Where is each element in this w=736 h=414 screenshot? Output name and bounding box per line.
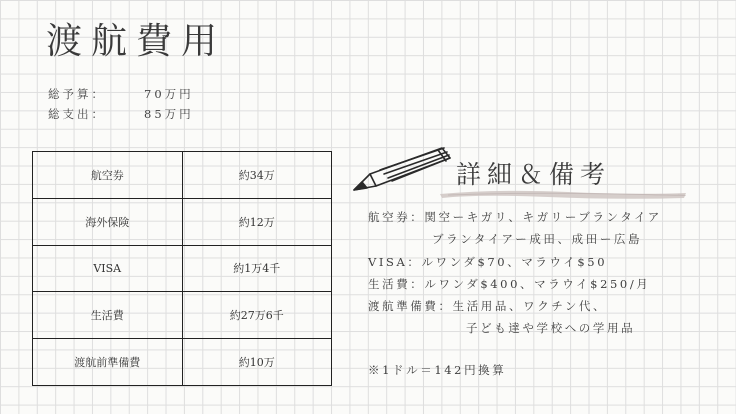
table-row <box>33 152 332 199</box>
cost-amount-cell: 約34万 <box>182 152 332 199</box>
detail-line-visa: VISA：ルワンダ$70、マラウイ$50 <box>368 254 608 269</box>
table-row <box>33 198 332 245</box>
detail-line-prep-cont: 子ども達や学校への学用品 <box>466 321 636 336</box>
cost-amount-cell: 約1万4千 <box>182 245 332 292</box>
details-notes <box>368 206 662 381</box>
cost-table <box>32 151 332 386</box>
cost-amount-cell: 約10万 <box>182 339 332 386</box>
page-title: 渡航費用 <box>46 21 227 62</box>
total-budget-row <box>48 84 194 104</box>
table-row <box>33 292 332 339</box>
cost-item-cell: 生活費 <box>33 292 183 339</box>
cost-item-cell: VISA <box>33 245 183 292</box>
table-row <box>33 245 332 292</box>
exchange-rate-note: ※1ドル＝142円換算 <box>368 362 507 377</box>
detail-line-living: 生活費：ルワンダ$400、マラウイ$250/月 <box>368 276 651 291</box>
detail-line-airfare-cont: ブランタイアー成田、成田ー広島 <box>432 232 643 247</box>
detail-line-airfare: 航空券：関空ーキガリ、キガリーブランタイア <box>368 210 662 224</box>
total-spent-row <box>48 104 194 124</box>
cost-amount-cell: 約27万6千 <box>182 292 332 339</box>
table-row <box>33 339 332 386</box>
budget-summary <box>48 84 194 124</box>
cost-item-cell: 航空券 <box>33 152 183 199</box>
cost-amount-cell: 約12万 <box>182 198 332 245</box>
total-budget-value: 70万円 <box>144 87 194 101</box>
total-spent-value: 85万円 <box>144 107 194 121</box>
pencil-icon <box>350 144 454 196</box>
cost-item-cell: 渡航前準備費 <box>33 339 183 386</box>
detail-line-prep: 渡航準備費：生活用品、ワクチン代、 <box>368 299 608 314</box>
cost-item-cell: 海外保険 <box>33 198 183 245</box>
total-spent-label: 総支出： <box>48 107 106 121</box>
details-heading: 詳細＆備考 <box>456 160 612 189</box>
total-budget-label: 総予算： <box>48 87 106 101</box>
